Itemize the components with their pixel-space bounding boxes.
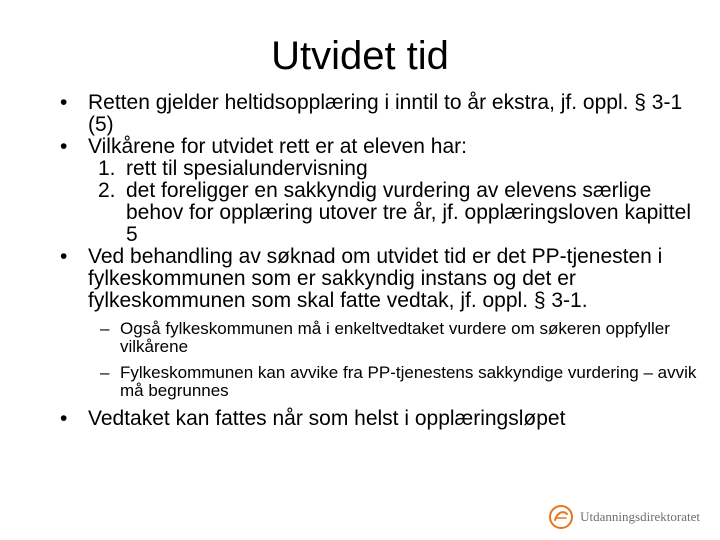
- bullet-marker: •: [60, 91, 68, 114]
- numbered-item: [60, 158, 700, 180]
- bullet-text: Vilkårene for utvidet rett er at eleven har:: [88, 135, 467, 158]
- dash-marker: –: [100, 363, 110, 382]
- sub-bullet-item: [60, 320, 700, 356]
- dash-marker: –: [100, 319, 110, 338]
- udir-logo-icon: [548, 504, 574, 530]
- footer-logo: [548, 504, 700, 530]
- bullet-text: Retten gjelder heltidsopplæring i inntil to år ekstra, jf. oppl. § 3-1 (5): [88, 91, 683, 136]
- logo-text: Utdanningsdirektoratet: [580, 509, 700, 524]
- bullet-text: Vedtaket kan fattes når som helst i opplæringsløpet: [88, 407, 566, 430]
- bullet-marker: •: [60, 245, 68, 268]
- number-marker: 2.: [98, 179, 116, 202]
- numbered-item: [60, 180, 700, 246]
- slide-title: Utvidet tid: [271, 34, 449, 78]
- bullet-item: [60, 92, 700, 136]
- sub-bullet-item: [60, 364, 700, 400]
- number-marker: 1.: [98, 157, 116, 180]
- bullet-marker: •: [60, 407, 68, 430]
- bullet-text: Ved behandling av søknad om utvidet tid er det PP-tjenesten i fylkeskommunen som er sakkyndig instans og det er fylkeskommunen som skal fatte vedtak, jf. oppl. § 3-1.: [88, 245, 663, 312]
- sub-bullet-text: Også fylkeskommunen må i enkeltvedtaket vurdere om søkeren oppfyller vilkårene: [120, 319, 670, 356]
- numbered-text: rett til spesialundervisning: [126, 157, 368, 180]
- slide-body: [60, 92, 700, 430]
- bullet-marker: •: [60, 135, 68, 158]
- sub-bullet-text: Fylkeskommunen kan avvike fra PP-tjenestens sakkyndige vurdering – avvik må begrunnes: [120, 363, 697, 400]
- bullet-item: [60, 136, 700, 158]
- numbered-text: det foreligger en sakkyndig vurdering av elevens særlige behov for opplæring utover tre år, jf. opplæringsloven kapittel 5: [126, 179, 691, 246]
- bullet-item: [60, 246, 700, 312]
- bullet-item: [60, 408, 700, 430]
